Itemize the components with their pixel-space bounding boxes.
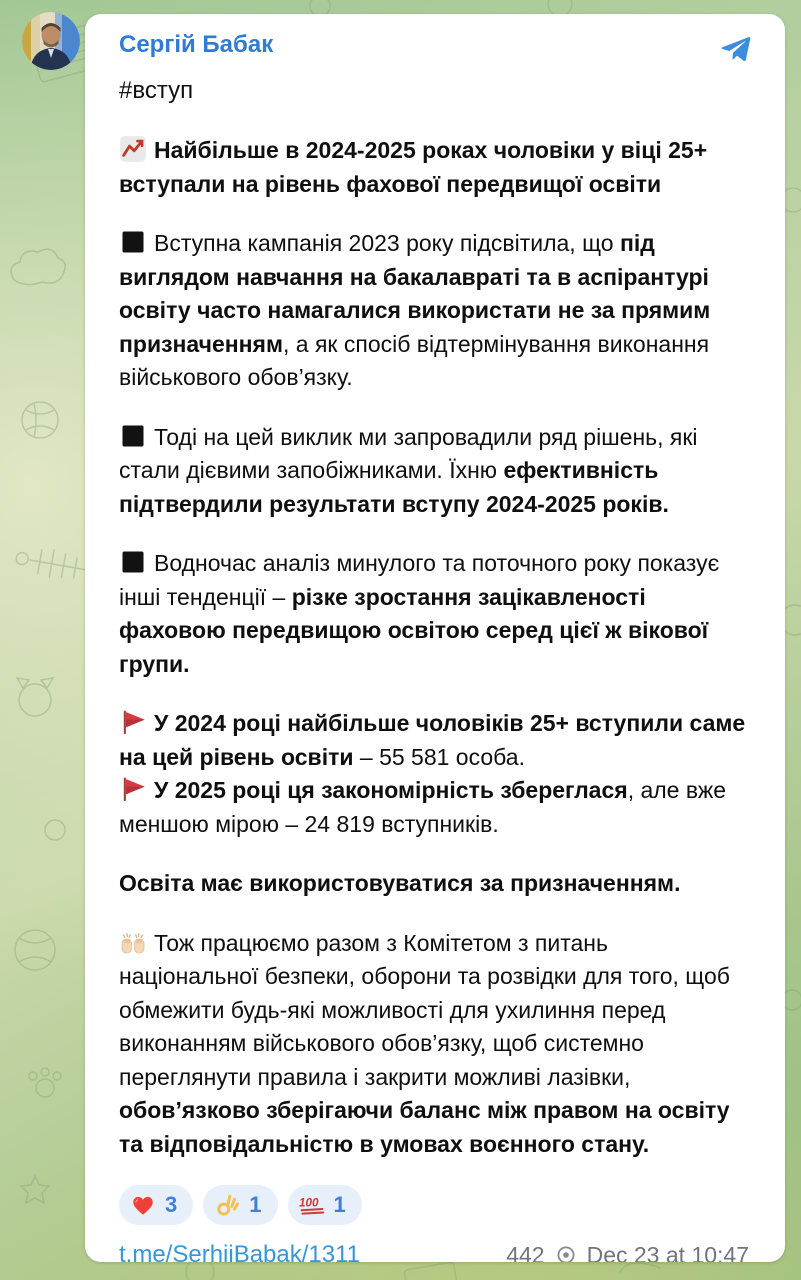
text-segment: Найбільше в 2024-2025 роках чоловіки у віці 25+ вступали на рівень фахової передвищої освіти bbox=[119, 137, 708, 197]
text-segment: , а як спосіб відтермінування виконання військового обов’язку. bbox=[119, 330, 710, 390]
reactions-row bbox=[119, 1185, 749, 1225]
text-segment: під виглядом навчання на бакалавраті та в аспірантурі освіту часто намагалися використати не за прямим призначенням bbox=[119, 230, 711, 357]
message-text bbox=[119, 134, 749, 1161]
svg-text:100: 100 bbox=[298, 1196, 319, 1210]
black-square-emoji bbox=[119, 422, 147, 450]
text-segment: Освіта має використовуватися за призначенням. bbox=[119, 870, 681, 896]
message-paragraph bbox=[119, 547, 749, 681]
message-paragraph bbox=[119, 774, 749, 841]
post-date: Dec 23 at 10:47 bbox=[586, 1241, 749, 1262]
channel-name[interactable]: Сергій Бабак bbox=[119, 31, 274, 58]
text-segment: У 2024 році найбільше чоловіків 25+ вступили саме на цей рівень освіти bbox=[119, 710, 746, 770]
reaction-count: 1 bbox=[249, 1192, 262, 1217]
black-square-emoji bbox=[119, 228, 147, 256]
message-paragraph bbox=[119, 227, 749, 395]
text-segment: – 55 581 особа. bbox=[353, 743, 525, 770]
text-segment: Тож працюємо разом з Комітетом з питань національної безпеки, оборони та розвідки для того, щоб обмежити будь-які можливості для ухилиння перед виконанням військового обов’язку, щоб системно переглянути правила і закрити можливі лазівки, bbox=[119, 929, 730, 1090]
hundred-points-emoji bbox=[299, 1192, 325, 1218]
reaction-red-heart-emoji[interactable] bbox=[119, 1185, 193, 1225]
text-segment: Тоді на цей виклик ми запровадили ряд рішень, які стали дієвими запобіжниками. Їхню bbox=[119, 423, 698, 483]
red-heart-emoji bbox=[130, 1192, 156, 1218]
triangular-flag-emoji bbox=[119, 775, 147, 803]
chart-increasing-emoji bbox=[119, 135, 147, 163]
raising-hands-emoji bbox=[119, 928, 147, 956]
text-segment: , але вже меншою мірою – 24 819 вступників. bbox=[119, 777, 726, 837]
reaction-count: 1 bbox=[333, 1192, 346, 1217]
post-header bbox=[119, 28, 749, 68]
text-segment: різке зростання зацікавленості фаховою передвищою освітою серед цієї ж вікової групи. bbox=[119, 583, 709, 677]
black-square-emoji bbox=[119, 548, 147, 576]
message-paragraph bbox=[119, 927, 749, 1162]
text-segment: ефективність підтвердили результати вступу 2024-2025 років. bbox=[119, 457, 669, 517]
message-paragraph bbox=[119, 707, 749, 774]
text-segment: Вступна кампанія 2023 року підсвітила, що bbox=[154, 230, 620, 256]
post-card bbox=[85, 14, 785, 1262]
reaction-ok-hand-emoji[interactable] bbox=[203, 1185, 277, 1225]
text-segment: У 2025 році ця закономірність збереглася bbox=[154, 777, 628, 803]
views-eye-icon bbox=[554, 1243, 578, 1262]
channel-avatar[interactable] bbox=[22, 12, 80, 70]
text-segment: Водночас аналіз минулого та поточного року показує інші тенденції – bbox=[119, 550, 720, 610]
triangular-flag-emoji bbox=[119, 708, 147, 736]
reaction-hundred-points-emoji[interactable] bbox=[288, 1185, 362, 1225]
message-paragraph bbox=[119, 867, 749, 901]
post-meta bbox=[506, 1242, 749, 1263]
message-paragraph bbox=[119, 134, 749, 201]
reaction-count: 3 bbox=[165, 1192, 178, 1217]
post-footer bbox=[119, 1241, 749, 1262]
hashtag-vstup[interactable]: #вступ bbox=[119, 77, 194, 104]
text-segment: обов’язково зберігаючи баланс між правом на освіту та відповідальністю в умовах воєнного стану. bbox=[119, 1097, 730, 1157]
views-count: 442 bbox=[506, 1241, 545, 1262]
post-permalink[interactable]: t.me/SerhiiBabak/1311 bbox=[119, 1241, 361, 1262]
channel-avatar-photo bbox=[22, 12, 80, 70]
message-paragraph bbox=[119, 421, 749, 522]
telegram-plane-icon[interactable] bbox=[717, 30, 755, 68]
ok-hand-emoji bbox=[214, 1192, 240, 1218]
